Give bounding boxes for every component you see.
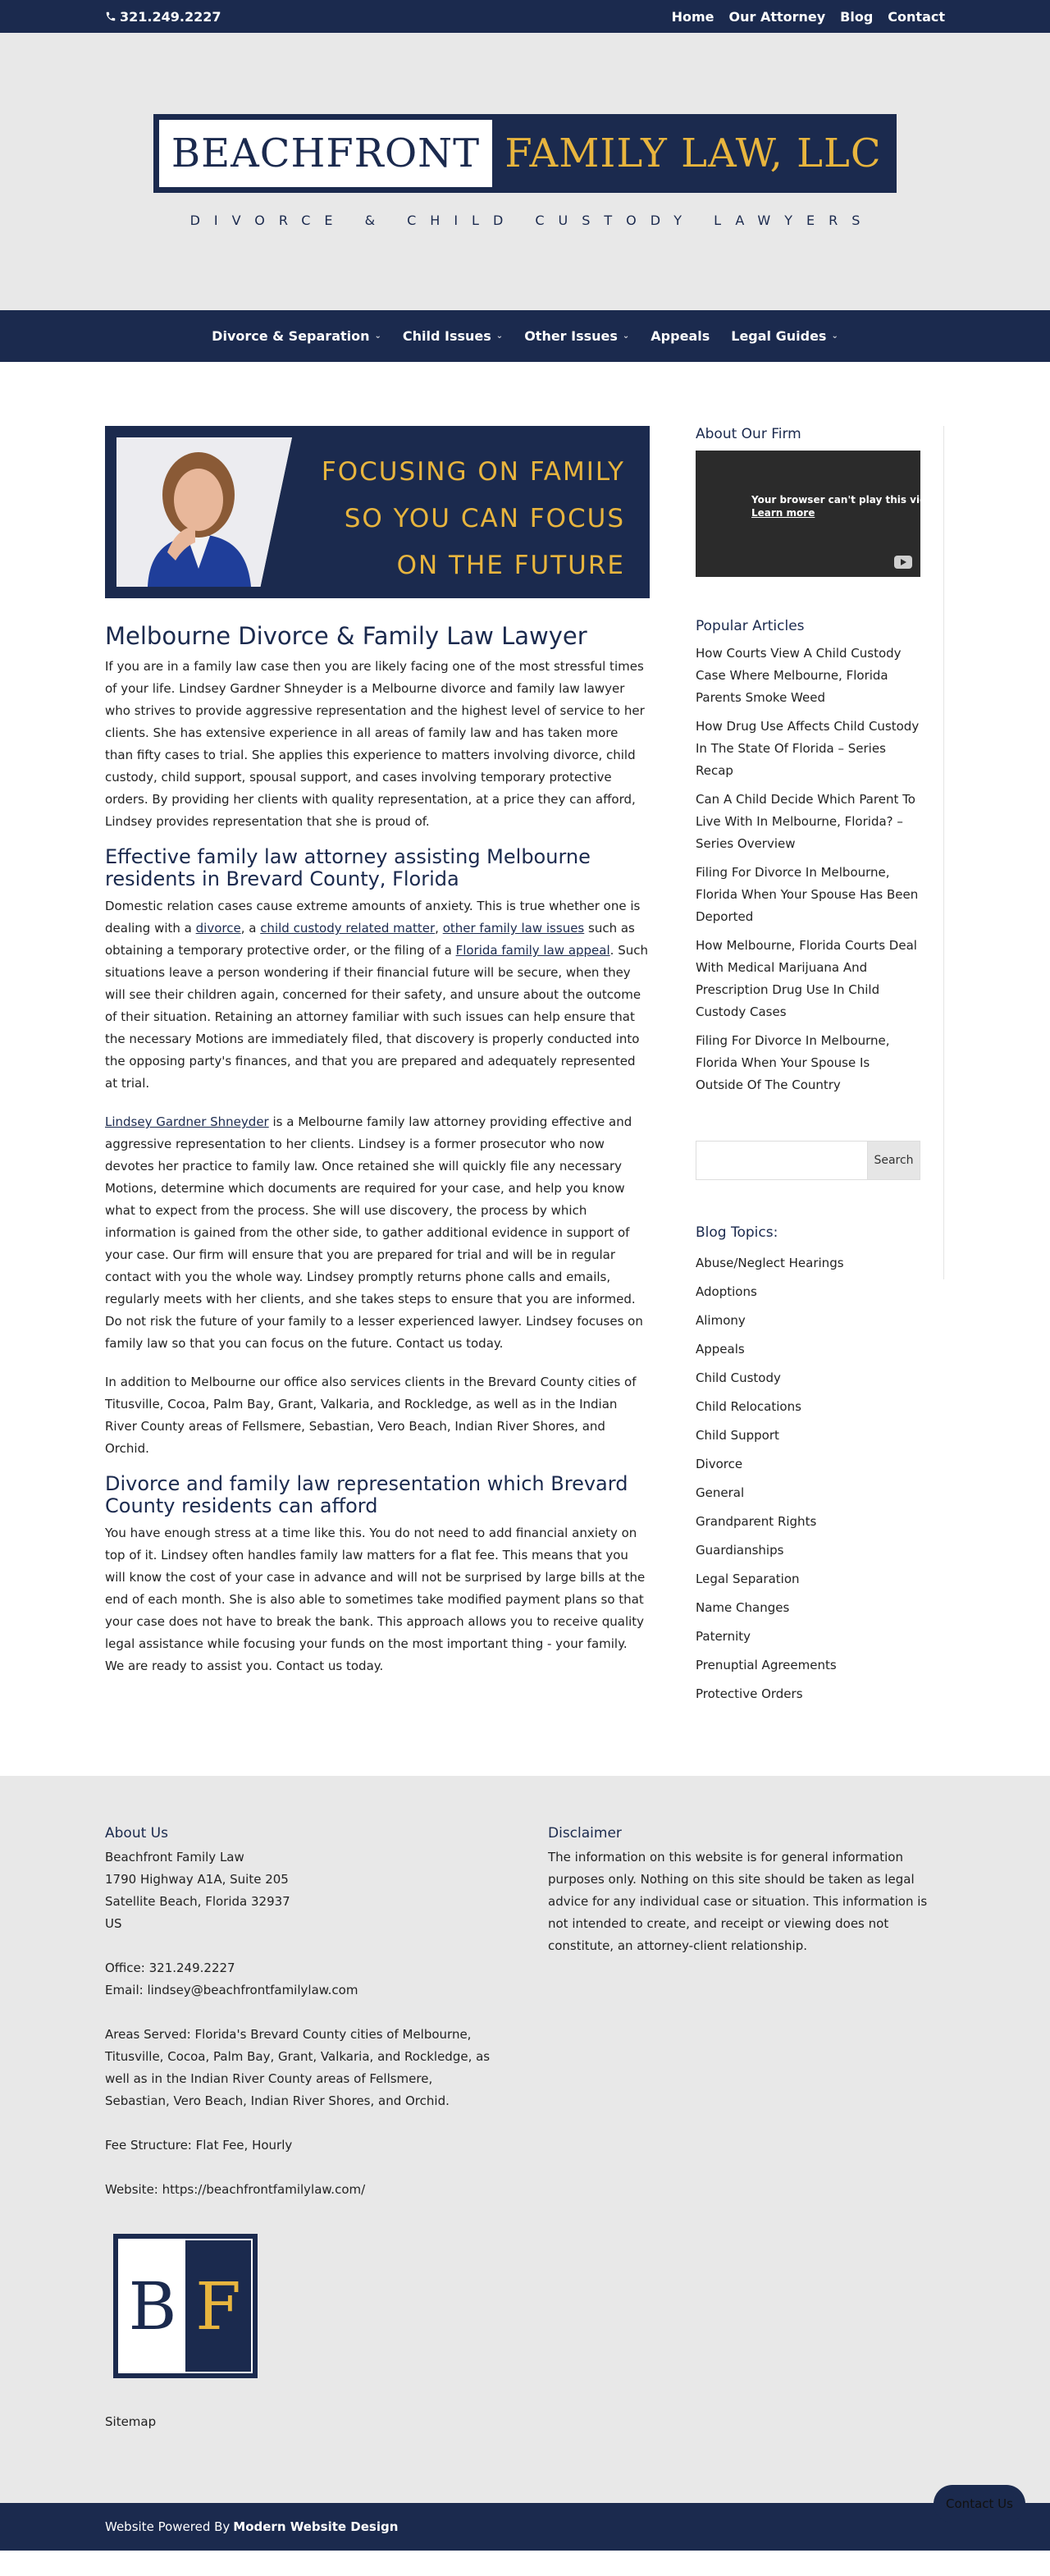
top-nav-contact[interactable]: Contact <box>888 8 945 25</box>
text: . Such situations leave a person wondering if their financial future will be secure, when they will see their children again, concerned for their safety, and unsure about the outcome of their situation. Retaining an attorney familiar with such issues can help ensure that the necessary Motions are immediately filed, that discovery is properly conducted into the opposing party's finances, and that you are prepared and adequately represented at trial. <box>105 943 648 1091</box>
topic-link[interactable]: Prenuptial Agreements <box>696 1658 837 1672</box>
other-family-law-link[interactable]: other family law issues <box>442 921 585 936</box>
chevron-down-icon: ⌄ <box>831 332 838 341</box>
child-custody-link[interactable]: child custody related matter <box>260 921 436 936</box>
address-line: US <box>105 1916 122 1931</box>
site-header <box>0 33 1050 310</box>
nav-label: Other Issues <box>524 328 618 344</box>
service-area-paragraph: In addition to Melbourne our office also services clients in the Brevard County cities of Titusville, Cocoa, Palm Bay, Grant, Valkaria, and Rockledge, as well as in the Indian River County areas of Fellsmere, Sebastian, Vero Beach, Indian River Shores, and Orchid. <box>105 1375 637 1456</box>
article-link[interactable]: Filing For Divorce In Melbourne, Florida When Your Spouse Is Outside Of The Country <box>696 1033 890 1092</box>
hero-banner <box>105 426 650 598</box>
section-heading-affordable: Divorce and family law representation which Brevard County residents can afford <box>105 1472 628 1517</box>
article-link[interactable]: Filing For Divorce In Melbourne, Florida When Your Spouse Has Been Deported <box>696 865 919 924</box>
slogan-line-1: FOCUSING ON FAMILY <box>321 457 625 487</box>
footer-about-column <box>105 1825 495 2470</box>
search-button[interactable]: Search <box>868 1141 920 1180</box>
topic-link[interactable]: Child Relocations <box>696 1399 801 1414</box>
site-footer <box>0 1776 1050 2503</box>
attorney-link[interactable]: Lindsey Gardner Shneyder <box>105 1114 269 1129</box>
slogan-line-3: ON THE FUTURE <box>396 551 625 580</box>
family-law-appeal-link[interactable]: Florida family law appeal <box>455 943 610 958</box>
page-title: Melbourne Divorce & Family Law Lawyer <box>105 622 587 650</box>
phone-link[interactable] <box>105 9 221 25</box>
sidebar-divider <box>943 426 944 1279</box>
attorney-portrait-image <box>116 437 292 587</box>
domestic-relations-paragraph <box>105 895 650 1095</box>
attorney-paragraph <box>105 1111 650 1355</box>
topic-link[interactable]: Child Custody <box>696 1370 781 1385</box>
office-phone: Office: 321.249.2227 <box>105 1961 235 1975</box>
contact-us-button[interactable]: Contact Us <box>934 2485 1025 2523</box>
disclaimer-heading: Disclaimer <box>548 1825 622 1842</box>
banner-slogan <box>322 449 625 589</box>
areas-served: Areas Served: Florida's Brevard County cities of Melbourne, Titusville, Cocoa, Palm Bay, Grant, Valkaria, and Rockledge, as well as in the Indian River County areas of Fellsmere, Sebastian, Vero Beach, Indian River Shores, and Orchid. <box>105 2027 491 2108</box>
nav-divorce-separation[interactable] <box>212 328 381 344</box>
main-column <box>105 362 650 1776</box>
video-error-text: Your browser can't play this video. <box>751 494 944 506</box>
topic-link[interactable]: Divorce <box>696 1457 743 1471</box>
section-heading-effective: Effective family law attorney assisting Melbourne residents in Brevard County, Florida <box>105 845 591 890</box>
powered-by-brand-link[interactable]: Modern Website Design <box>233 2519 399 2534</box>
address-line: Satellite Beach, Florida 32937 <box>105 1894 290 1909</box>
website-url: Website: https://beachfrontfamilylaw.com/ <box>105 2182 366 2197</box>
divorce-link[interactable]: divorce <box>195 921 241 936</box>
topic-link[interactable]: Grandparent Rights <box>696 1514 817 1529</box>
article-link[interactable]: How Drug Use Affects Child Custody In The State Of Florida – Series Recap <box>696 719 920 778</box>
topic-link[interactable]: Paternity <box>696 1629 751 1644</box>
fee-structure: Fee Structure: Flat Fee, Hourly <box>105 2138 293 2153</box>
nav-label: Appeals <box>651 328 710 344</box>
site-logo[interactable] <box>153 114 897 193</box>
nav-label: Legal Guides <box>731 328 827 344</box>
intro-paragraph: If you are in a family law case then you are likely facing one of the most stressful times of your life. Lindsey Gardner Shneyder is a Melbourne divorce and family law lawyer who strives to provide aggressive representation and the highest level of service to her clients. She has extensive experience in all areas of family law and has taken more than fifty cases to trial. She applies this experience to matters involving divorce, child custody, child support, spousal support, and cases involving temporary protective orders. By providing her clients with quality representation, at a price they can afford, Lindsey provides representation that she is proud of. <box>105 659 645 829</box>
topic-link[interactable]: Name Changes <box>696 1600 790 1615</box>
topic-link[interactable]: Child Support <box>696 1428 779 1443</box>
topic-link[interactable]: Adoptions <box>696 1284 757 1299</box>
bottom-bar <box>0 2496 1050 2551</box>
chevron-down-icon: ⌄ <box>622 332 630 341</box>
nav-label: Child Issues <box>402 328 491 344</box>
nav-legal-guides[interactable] <box>731 328 838 344</box>
topic-link[interactable]: Abuse/Neglect Hearings <box>696 1256 844 1270</box>
text: such as obtaining a temporary protective order, or the filing of a <box>105 921 635 958</box>
blog-topics-heading: Blog Topics: <box>696 1224 778 1241</box>
footer-disclaimer-column <box>548 1825 945 2470</box>
topic-link[interactable]: Legal Separation <box>696 1572 800 1586</box>
popular-articles-list <box>696 643 920 1096</box>
topic-link[interactable]: General <box>696 1485 745 1500</box>
nav-other-issues[interactable] <box>524 328 629 344</box>
popular-articles-heading: Popular Articles <box>696 618 805 634</box>
phone-number[interactable]: 321.249.2227 <box>120 8 221 25</box>
topic-link[interactable]: Alimony <box>696 1313 746 1328</box>
topic-link[interactable]: Protective Orders <box>696 1686 803 1701</box>
content-area <box>0 362 1050 1776</box>
top-nav <box>672 9 945 25</box>
blog-topics-list <box>696 1249 920 1709</box>
powered-by-text: Website Powered By <box>105 2519 231 2534</box>
logo-letter-b: B <box>120 2240 185 2372</box>
footer-logo <box>113 2234 258 2378</box>
search-form <box>696 1141 920 1180</box>
article-link[interactable]: How Courts View A Child Custody Case Where Melbourne, Florida Parents Smoke Weed <box>696 646 902 705</box>
youtube-icon[interactable] <box>894 556 912 569</box>
text: Domestic relation cases cause extreme amounts of anxiety. This is true whether one is dealing with a <box>105 899 641 936</box>
text: is a Melbourne family law attorney providing effective and aggressive representation to her clients. Lindsey is a former prosecutor who now devotes her practice to family law. Once retained she will quickly file any necessary Motions, determine which documents are required for your case, and help you know what to expect from the process. She will use discovery, the process by which information is gained from the other side, to gather additional evidence in support of your case. Our firm will ensure that you are prepared for trial and will be in regular contact with you the whole way. Lindsey promptly returns phone calls and emails, regularly meets with her clients, and she takes steps to ensure that you are informed. Do not risk the future of your family to a lesser experienced lawyer. Lindsey focuses on family law so that you can focus on the future. Contact us today. <box>105 1114 643 1351</box>
flat-fee-paragraph: You have enough stress at a time like this. You do not need to add financial anxiety on top of it. Lindsey often handles family law matters for a flat fee. This means that you will know the cost of your case in advance and will not be surprised by large bills at the end of each month. She is also able to sometimes take modified payment plans so that your case does not have to break the bank. This approach allows you to receive quality legal assistance while focusing your funds on the most important thing - your family. We are ready to assist you. Contact us today. <box>105 1526 646 1673</box>
logo-left-text: BEACHFRONT <box>156 117 492 190</box>
sidebar <box>696 362 944 1776</box>
article-link[interactable]: How Melbourne, Florida Courts Deal With Medical Marijuana And Prescription Drug Use In Child Custody Cases <box>696 938 917 1019</box>
video-learn-more-link[interactable]: Learn more <box>751 507 815 519</box>
nav-appeals[interactable] <box>651 328 710 344</box>
slogan-line-2: SO YOU CAN FOCUS <box>344 504 625 533</box>
top-bar <box>0 0 1050 33</box>
nav-label: Divorce & Separation <box>212 328 370 344</box>
text: , a <box>240 921 261 936</box>
site-tagline: DIVORCE & CHILD CUSTODY LAWYERS <box>189 213 874 228</box>
office-email: Email: lindsey@beachfrontfamilylaw.com <box>105 1983 358 1997</box>
address-line: 1790 Highway A1A, Suite 205 <box>105 1872 289 1887</box>
address-line: Beachfront Family Law <box>105 1850 244 1865</box>
text: , <box>435 921 443 936</box>
about-firm-heading: About Our Firm <box>696 426 801 442</box>
nav-child-issues[interactable] <box>403 328 503 344</box>
disclaimer-text: The information on this website is for general information purposes only. Nothing on this site should be taken as legal advice for any individual case or situation. This information is not intended to create, and receipt or viewing does not constitute, an attorney-client relationship. <box>548 1850 928 1953</box>
video-message <box>751 493 944 519</box>
top-nav-our-attorney[interactable]: Our Attorney <box>728 8 826 25</box>
topic-link[interactable]: Guardianships <box>696 1543 784 1558</box>
top-nav-home[interactable]: Home <box>671 8 714 25</box>
sitemap-link[interactable]: Sitemap <box>105 2414 157 2429</box>
top-nav-blog[interactable]: Blog <box>840 8 874 25</box>
logo-right-text: FAMILY LAW, LLC <box>492 117 894 190</box>
chevron-down-icon: ⌄ <box>495 332 504 341</box>
main-nav <box>0 310 1050 362</box>
footer-about-heading: About Us <box>105 1825 168 1842</box>
topic-link[interactable]: Appeals <box>696 1342 745 1357</box>
video-player[interactable] <box>696 451 944 577</box>
attorney-photo <box>116 437 292 587</box>
article-link[interactable]: Can A Child Decide Which Parent To Live With In Melbourne, Florida? – Series Overview <box>696 792 915 851</box>
chevron-down-icon: ⌄ <box>374 332 381 341</box>
search-input[interactable] <box>696 1141 868 1180</box>
logo-letter-f: F <box>195 2267 241 2345</box>
phone-icon <box>105 11 116 22</box>
